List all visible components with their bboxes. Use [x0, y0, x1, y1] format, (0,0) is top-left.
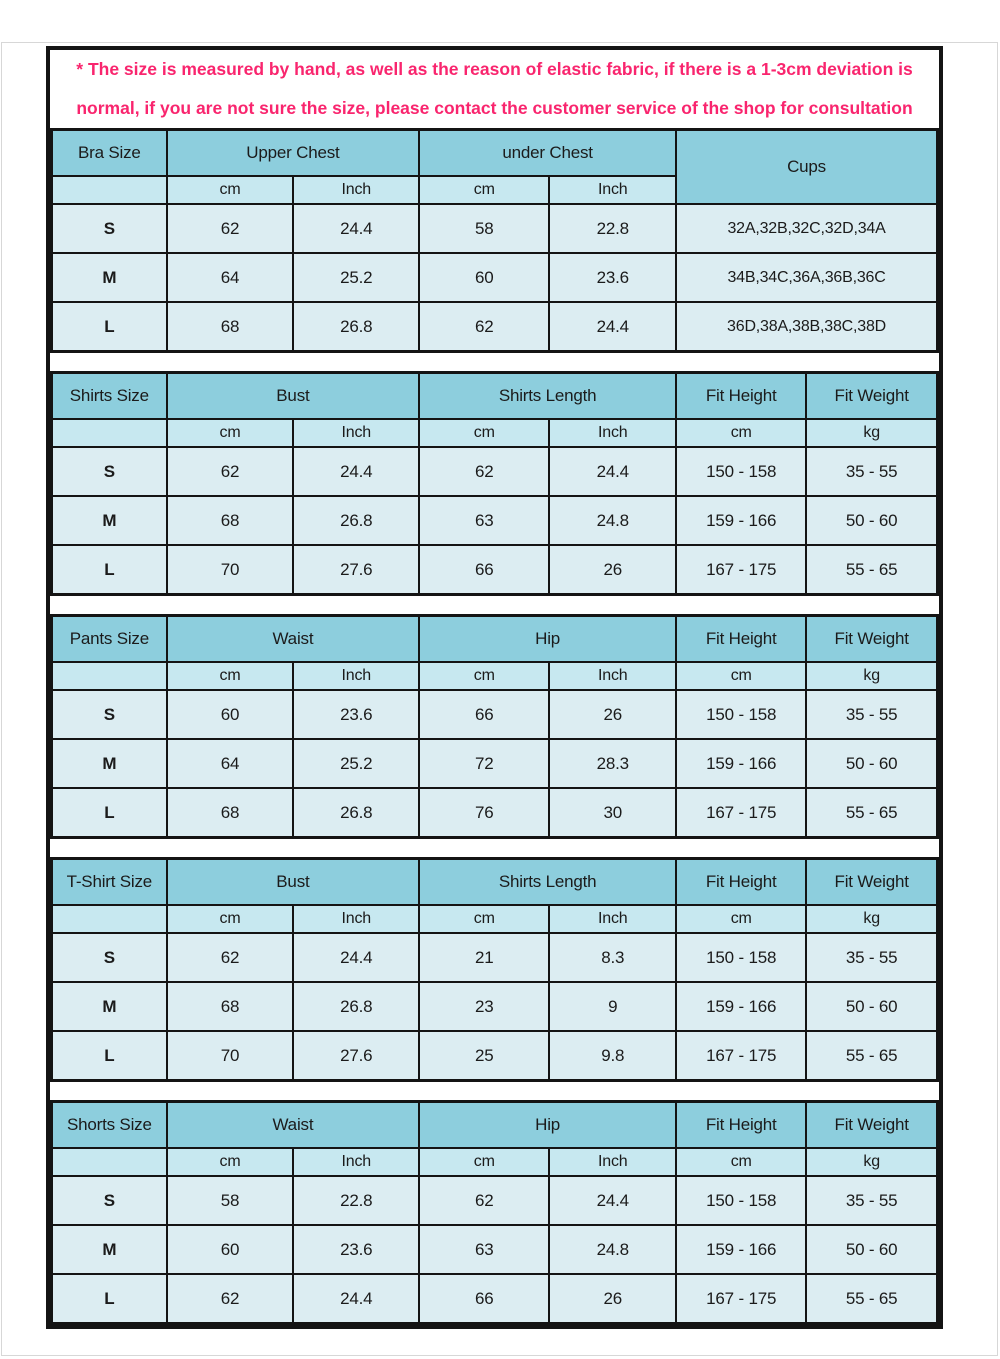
cell-value: 50 - 60 — [806, 1225, 937, 1274]
cell-value: 24.4 — [549, 302, 676, 352]
cell-value: 66 — [419, 690, 549, 739]
unit-row — [52, 419, 938, 447]
cell-value: 64 — [167, 739, 294, 788]
cell-value: 76 — [419, 788, 549, 838]
header-row — [52, 1102, 938, 1149]
cell-value: 24.4 — [549, 447, 676, 496]
cell-value: 62 — [167, 1274, 294, 1324]
table-row — [52, 1225, 938, 1274]
size-label: S — [52, 447, 167, 496]
table-row — [52, 204, 938, 253]
cell-value: 159 - 166 — [676, 982, 806, 1031]
cell-value: 62 — [419, 302, 549, 352]
cell-value: 23.6 — [549, 253, 676, 302]
size-label: L — [52, 788, 167, 838]
cell-value: 167 - 175 — [676, 1031, 806, 1081]
column-header: Fit Weight — [806, 859, 937, 906]
cell-value: 25.2 — [293, 253, 419, 302]
unit-header: cm — [167, 905, 294, 933]
pants-size-table — [50, 614, 939, 839]
cell-value: 55 - 65 — [806, 545, 937, 595]
column-header: Fit Height — [676, 859, 806, 906]
cell-value: 66 — [419, 1274, 549, 1324]
group-header: Waist — [167, 616, 419, 663]
cell-value: 150 - 158 — [676, 1176, 806, 1225]
cell-value: 27.6 — [293, 1031, 419, 1081]
cell-value: 28.3 — [549, 739, 676, 788]
table-title: Pants Size — [52, 616, 167, 663]
shirts-size-table — [50, 371, 939, 596]
group-header: Waist — [167, 1102, 419, 1149]
column-header: Fit Weight — [806, 373, 937, 420]
unit-header: cm — [167, 176, 294, 204]
cell-value: 8.3 — [549, 933, 676, 982]
cell-value: 36D,38A,38B,38C,38D — [676, 302, 937, 352]
unit-header: cm — [676, 905, 806, 933]
cell-value: 9.8 — [549, 1031, 676, 1081]
t-shirt-size-table — [50, 857, 939, 1082]
unit-header: Inch — [293, 419, 419, 447]
cell-value: 25 — [419, 1031, 549, 1081]
cell-value: 50 - 60 — [806, 982, 937, 1031]
table-row — [52, 788, 938, 838]
bra-size-table — [50, 128, 939, 353]
table-row — [52, 982, 938, 1031]
group-header: Bust — [167, 859, 419, 906]
cell-value: 26.8 — [293, 496, 419, 545]
table-row — [52, 933, 938, 982]
table-row — [52, 739, 938, 788]
unit-header: cm — [676, 662, 806, 690]
column-header: Fit Weight — [806, 616, 937, 663]
cell-value: 62 — [419, 447, 549, 496]
column-header: Fit Height — [676, 1102, 806, 1149]
cell-value: 21 — [419, 933, 549, 982]
unit-header: Inch — [549, 176, 676, 204]
cell-value: 26.8 — [293, 982, 419, 1031]
cell-value: 26 — [549, 1274, 676, 1324]
cell-value: 35 - 55 — [806, 447, 937, 496]
group-header: Hip — [419, 616, 676, 663]
unit-header: cm — [676, 419, 806, 447]
table-row — [52, 1031, 938, 1081]
cell-value: 64 — [167, 253, 294, 302]
size-label: M — [52, 739, 167, 788]
size-label: L — [52, 302, 167, 352]
cell-value: 24.4 — [293, 447, 419, 496]
cell-value: 24.4 — [549, 1176, 676, 1225]
column-header: Fit Height — [676, 373, 806, 420]
table-row — [52, 447, 938, 496]
unit-header: kg — [806, 905, 937, 933]
unit-header: Inch — [293, 905, 419, 933]
cell-value: 62 — [167, 933, 294, 982]
cell-value: 72 — [419, 739, 549, 788]
size-label: L — [52, 545, 167, 595]
shorts-size-table — [50, 1100, 939, 1325]
unit-header-empty — [52, 1148, 167, 1176]
cell-value: 63 — [419, 496, 549, 545]
unit-header: cm — [676, 1148, 806, 1176]
cell-value: 26.8 — [293, 302, 419, 352]
cell-value: 24.4 — [293, 933, 419, 982]
header-row — [52, 130, 938, 177]
unit-header: cm — [167, 662, 294, 690]
table-title: Shorts Size — [52, 1102, 167, 1149]
unit-header: Inch — [549, 1148, 676, 1176]
table-row — [52, 545, 938, 595]
cell-value: 26 — [549, 545, 676, 595]
size-label: L — [52, 1274, 167, 1324]
unit-header: cm — [419, 176, 549, 204]
unit-header: cm — [419, 419, 549, 447]
unit-header-empty — [52, 419, 167, 447]
unit-header: kg — [806, 419, 937, 447]
cell-value: 55 - 65 — [806, 1274, 937, 1324]
cell-value: 50 - 60 — [806, 496, 937, 545]
unit-header: cm — [419, 905, 549, 933]
cell-value: 26.8 — [293, 788, 419, 838]
cell-value: 167 - 175 — [676, 788, 806, 838]
group-header: Shirts Length — [419, 373, 676, 420]
unit-header: Inch — [549, 905, 676, 933]
unit-header: Inch — [549, 662, 676, 690]
cell-value: 24.4 — [293, 1274, 419, 1324]
unit-row — [52, 905, 938, 933]
table-row — [52, 1176, 938, 1225]
cell-value: 63 — [419, 1225, 549, 1274]
cell-value: 22.8 — [293, 1176, 419, 1225]
cell-value: 150 - 158 — [676, 933, 806, 982]
unit-header: cm — [419, 662, 549, 690]
group-header: Bust — [167, 373, 419, 420]
cell-value: 35 - 55 — [806, 690, 937, 739]
column-header: Cups — [676, 130, 937, 205]
unit-header-empty — [52, 905, 167, 933]
cell-value: 68 — [167, 302, 294, 352]
size-chart-box — [46, 46, 943, 1329]
cell-value: 9 — [549, 982, 676, 1031]
unit-header: Inch — [549, 419, 676, 447]
cell-value: 34B,34C,36A,36B,36C — [676, 253, 937, 302]
cell-value: 35 - 55 — [806, 933, 937, 982]
cell-value: 68 — [167, 982, 294, 1031]
cell-value: 50 - 60 — [806, 739, 937, 788]
cell-value: 159 - 166 — [676, 739, 806, 788]
column-header: Fit Weight — [806, 1102, 937, 1149]
cell-value: 22.8 — [549, 204, 676, 253]
cell-value: 30 — [549, 788, 676, 838]
unit-header: Inch — [293, 1148, 419, 1176]
cell-value: 27.6 — [293, 545, 419, 595]
table-title: Shirts Size — [52, 373, 167, 420]
cell-value: 23.6 — [293, 1225, 419, 1274]
size-label: S — [52, 1176, 167, 1225]
cell-value: 35 - 55 — [806, 1176, 937, 1225]
unit-header: Inch — [293, 176, 419, 204]
header-row — [52, 859, 938, 906]
table-row — [52, 302, 938, 352]
table-row — [52, 496, 938, 545]
cell-value: 62 — [167, 447, 294, 496]
column-header: Fit Height — [676, 616, 806, 663]
cell-value: 66 — [419, 545, 549, 595]
header-row — [52, 373, 938, 420]
cell-value: 58 — [419, 204, 549, 253]
cell-value: 62 — [167, 204, 294, 253]
cell-value: 25.2 — [293, 739, 419, 788]
unit-header-empty — [52, 662, 167, 690]
unit-header: Inch — [293, 662, 419, 690]
cell-value: 150 - 158 — [676, 690, 806, 739]
cell-value: 70 — [167, 1031, 294, 1081]
size-label: M — [52, 253, 167, 302]
size-label: S — [52, 204, 167, 253]
header-row — [52, 616, 938, 663]
table-row — [52, 1274, 938, 1324]
cell-value: 60 — [167, 690, 294, 739]
cell-value: 150 - 158 — [676, 447, 806, 496]
group-header: under Chest — [419, 130, 676, 177]
cell-value: 167 - 175 — [676, 1274, 806, 1324]
unit-row — [52, 1148, 938, 1176]
cell-value: 23.6 — [293, 690, 419, 739]
cell-value: 60 — [167, 1225, 294, 1274]
cell-value: 26 — [549, 690, 676, 739]
size-label: S — [52, 933, 167, 982]
group-header: Upper Chest — [167, 130, 419, 177]
unit-row — [52, 662, 938, 690]
cell-value: 24.4 — [293, 204, 419, 253]
size-label: M — [52, 1225, 167, 1274]
size-label: M — [52, 982, 167, 1031]
size-label: L — [52, 1031, 167, 1081]
table-row — [52, 253, 938, 302]
size-label: S — [52, 690, 167, 739]
unit-header: kg — [806, 662, 937, 690]
tables-container — [50, 128, 939, 1325]
unit-header: cm — [419, 1148, 549, 1176]
unit-header: cm — [167, 1148, 294, 1176]
table-title: T-Shirt Size — [52, 859, 167, 906]
cell-value: 159 - 166 — [676, 496, 806, 545]
table-row — [52, 690, 938, 739]
cell-value: 55 - 65 — [806, 788, 937, 838]
unit-header: kg — [806, 1148, 937, 1176]
cell-value: 68 — [167, 788, 294, 838]
table-title: Bra Size — [52, 130, 167, 177]
cell-value: 58 — [167, 1176, 294, 1225]
cell-value: 68 — [167, 496, 294, 545]
cell-value: 62 — [419, 1176, 549, 1225]
cell-value: 32A,32B,32C,32D,34A — [676, 204, 937, 253]
cell-value: 24.8 — [549, 1225, 676, 1274]
group-header: Shirts Length — [419, 859, 676, 906]
size-disclaimer-text: * The size is measured by hand, as well as the reason of elastic fabric, if there is a 1-3cm deviation is normal, if you are not sure the size, please contact the customer service of the shop for consultation — [50, 50, 939, 128]
unit-header: cm — [167, 419, 294, 447]
cell-value: 60 — [419, 253, 549, 302]
size-label: M — [52, 496, 167, 545]
cell-value: 23 — [419, 982, 549, 1031]
group-header: Hip — [419, 1102, 676, 1149]
cell-value: 167 - 175 — [676, 545, 806, 595]
cell-value: 70 — [167, 545, 294, 595]
cell-value: 159 - 166 — [676, 1225, 806, 1274]
cell-value: 24.8 — [549, 496, 676, 545]
cell-value: 55 - 65 — [806, 1031, 937, 1081]
unit-header-empty — [52, 176, 167, 204]
